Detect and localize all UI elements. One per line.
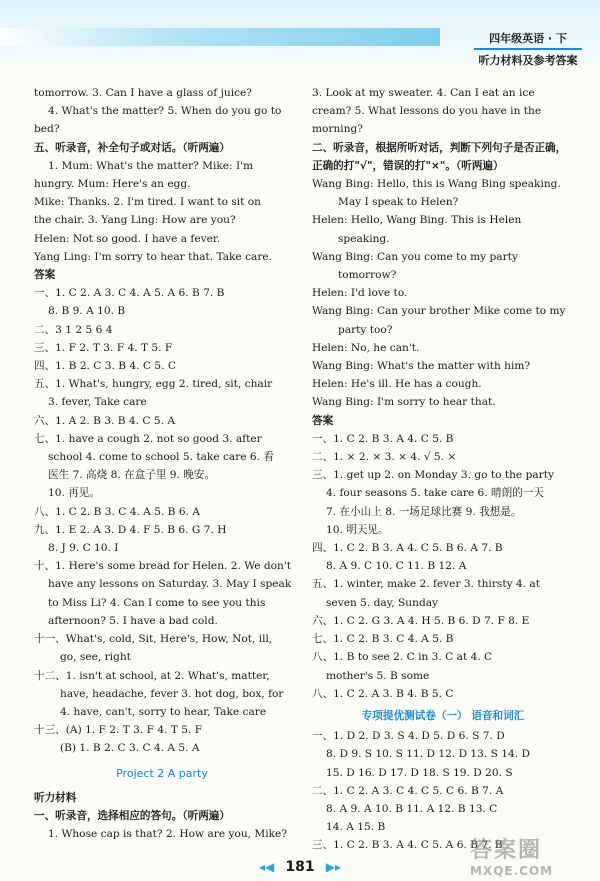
right-line: Helen: He's ill. He has a cough. — [312, 378, 482, 391]
right-text-block — [312, 84, 574, 703]
right-line: Wang Bing: What's the matter with him? — [312, 360, 531, 373]
right-line: Wang Bing: Hello, this is Wang Bing speaking. — [312, 178, 561, 191]
right-line: Helen: Hello, Wang Bing. This is Helen — [312, 214, 522, 227]
right-line: Wang Bing: Can your brother Mike come to my — [312, 305, 566, 318]
left-line: afternoon? 5. I have a bad cold. — [48, 614, 218, 627]
header-stripe — [0, 28, 440, 46]
right-line: Wang Bing: Can you come to my party — [312, 250, 518, 263]
left2-line: 1. Whose cap is that? 2. How are you, Mike? — [48, 828, 287, 841]
watermark-url: MXQE.COM — [470, 864, 554, 878]
left-line: (B) 1. B 2. C 3. C 4. A 5. A — [60, 742, 200, 755]
left-line: 答案 — [34, 269, 56, 282]
left-line: 一、1. C 2. A 3. C 4. A 5. A 6. B 7. B — [34, 287, 225, 300]
header-subtitle: 听力材料及参考答案 — [478, 54, 578, 67]
right-line: 六、1. C 2. G 3. A 4. H 5. B 6. D 7. F 8. E — [312, 614, 530, 627]
right-line: 二、听录音，根据所听对话，判断下列句子是否正确， — [312, 141, 567, 154]
left-line: 四、1. B 2. C 3. B 4. C 5. C — [34, 360, 176, 373]
left-line: 医生 7. 高烧 8. 在盒子里 9. 晚安。 — [48, 469, 216, 482]
right-line: morning? — [312, 123, 363, 136]
right-line: 三、1. get up 2. on Monday 3. go to the party — [312, 469, 554, 482]
page-header — [474, 30, 582, 68]
right2-line: 一、1. D 2. D 3. S 4. D 5. D 6. S 7. D — [312, 730, 505, 743]
right2-line: 8. D 9. S 10. S 11. D 12. D 13. S 14. D — [326, 748, 530, 761]
left-line: 4. have, can't, sorry to hear, Take care — [60, 705, 267, 718]
left-line: 1. Mum: What's the matter? Mike: I'm — [48, 159, 254, 172]
right-line: Helen: No, he can't. — [312, 341, 420, 354]
left-line: Yang Ling: I'm sorry to hear that. Take care. — [34, 250, 273, 263]
right2-line: 二、1. C 2. A 3. C 4. C 5. C 6. B 7. A — [312, 784, 504, 797]
left-line: 十三、(A) 1. F 2. T 3. F 4. T 5. F — [34, 724, 203, 737]
right-line: tomorrow? — [338, 269, 397, 282]
right-line: Wang Bing: I'm sorry to hear that. — [312, 396, 496, 409]
right-line: seven 5. day, Sunday — [326, 596, 439, 609]
project-title: Project 2 A party — [116, 766, 208, 780]
right2-line: 三、1. C 2. B 3. A 4. C 5. A 6. B 7. B — [312, 839, 503, 852]
header-subject: 四年级英语 · 下 — [489, 32, 567, 45]
left-line: 二、3 1 2 5 6 4 — [34, 323, 113, 336]
right2-line: 8. A 9. A 10. B 11. A 12. B 13. C — [326, 802, 498, 815]
right-line: 3. Look at my sweater. 4. Can I eat an ice — [312, 87, 535, 99]
right-line: 二、1. × 2. × 3. × 4. √ 5. × — [312, 451, 457, 464]
left-line: 五、听录音，补全句子或对话。（听两遍） — [34, 141, 230, 154]
page-number: 181 — [285, 859, 315, 875]
next-arrows-icon: ▶▸ — [325, 860, 341, 874]
header-divider — [474, 48, 582, 50]
right-line: 五、1. winter, make 2. fever 3. thirsty 4. at — [312, 578, 540, 591]
left-line: school 4. come to school 5. take care 6. 看 — [48, 451, 275, 464]
right-line: 正确的打"√"，错误的打"×"。（听两遍） — [312, 159, 504, 172]
right-line: 7. 在小山上 8. 一场足球比赛 9. 我想是。 — [326, 505, 522, 518]
left-column — [34, 84, 290, 843]
right-column — [312, 84, 574, 855]
left-line: 4. What's the matter? 5. When do you go to — [48, 105, 282, 118]
left2-line: 一、听录音，选择相应的答句。（听两遍） — [34, 809, 230, 822]
right2-line: 14. A 15. B — [326, 821, 386, 834]
left-line: hungry. Mum: Here's an egg. — [34, 178, 191, 191]
left-line: 3. fever, Take care — [48, 396, 147, 409]
left-line: bed? — [34, 123, 60, 136]
right-line: 10. 明天见。 — [326, 523, 389, 536]
left-line: Mike: Thanks. 2. I'm tired. I want to sit on — [34, 196, 261, 209]
right-line: 一、1. C 2. B 3. A 4. C 5. B — [312, 432, 454, 445]
left-text-block — [34, 84, 290, 758]
left-line: the chair. 3. Yang Ling: How are you? — [34, 214, 236, 227]
left-line: tomorrow. 3. Can I have a glass of juice? — [34, 87, 252, 99]
left-line: 十一、What's, cold, Sit, Here's, How, Not, ill, — [34, 633, 273, 646]
left-line: 十、1. Here's some bread for Helen. 2. We don't — [34, 560, 292, 573]
left-line: have any lessons on Saturday. 3. May I speak — [48, 578, 292, 591]
left-line: 8. J 9. C 10. I — [48, 542, 119, 555]
right2-line: 15. D 16. D 17. D 18. S 19. D 20. S — [326, 766, 513, 779]
right-line: 八、1. C 2. A 3. B 4. B 5. C — [312, 687, 454, 700]
right-line: cream? 5. What lessons do you have in the — [312, 105, 542, 118]
left-line: to Miss Li? 4. Can I come to see you this — [48, 596, 266, 609]
right-line: 八、1. B to see 2. C in 3. C at 4. C — [312, 651, 493, 664]
left-project-block — [34, 789, 290, 844]
left2-line: 听力材料 — [34, 791, 77, 804]
left-line: 八、1. C 2. B 3. C 4. A 5. B 6. A — [34, 505, 200, 518]
left-line: 五、1. What's, hungry, egg 2. tired, sit, chair — [34, 378, 273, 391]
left-line: 七、1. have a cough 2. not so good 3. after — [34, 432, 262, 445]
right-line: May I speak to Helen? — [338, 196, 459, 209]
watermark-text: 答案圈 — [470, 838, 543, 863]
right-line: 答案 — [312, 414, 334, 427]
left-line: have, headache, fever 3. hot dog, box, for — [60, 687, 284, 700]
left-line: go, see, right — [60, 651, 131, 664]
unit-title: 专项提优测试卷（一） 语音和词汇 — [361, 709, 525, 722]
right-line: 四、1. C 2. B 3. A 4. C 5. B 6. A 7. B — [312, 542, 503, 555]
left-line: 10. 再见。 — [48, 487, 100, 500]
right-line: 4. four seasons 5. take care 6. 晴朗的一天 — [326, 487, 544, 500]
prev-arrows-icon: ◂◀ — [259, 860, 275, 874]
left-line: 十二、1. isn't at school, at 2. What's, matter, — [34, 669, 270, 682]
left-line: 8. B 9. A 10. B — [48, 305, 126, 318]
right-line: 七、1. C 2. B 3. C 4. A 5. B — [312, 633, 454, 646]
right-line: mother's 5. B some — [326, 669, 430, 682]
watermark-logo — [470, 833, 588, 877]
left-line: 九、1. E 2. A 3. D 4. F 5. B 6. G 7. H — [34, 523, 227, 536]
left-line: 六、1. A 2. B 3. B 4. C 5. A — [34, 414, 176, 427]
left-line: 三、1. F 2. T 3. F 4. T 5. F — [34, 341, 173, 354]
right-line: speaking. — [338, 232, 390, 245]
left-line: Helen: Not so good. I have a fever. — [34, 232, 221, 245]
right-line: Helen: I'd love to. — [312, 287, 408, 300]
right-line: 8. A 9. C 10. C 11. B 12. A — [326, 560, 467, 573]
right-line: party too? — [338, 323, 393, 336]
